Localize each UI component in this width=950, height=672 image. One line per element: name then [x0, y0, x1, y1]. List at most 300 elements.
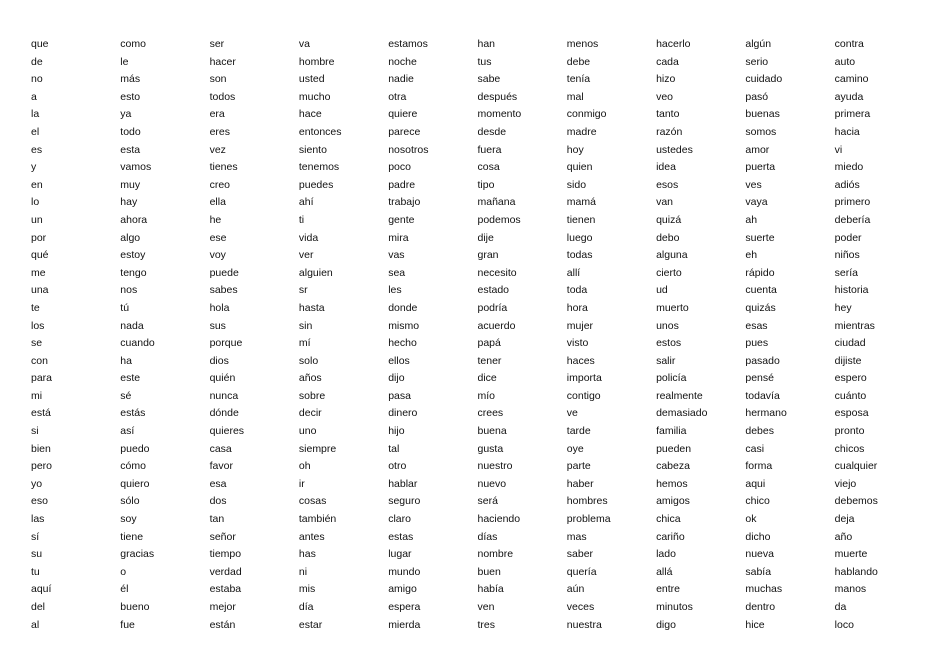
word-column-10	[835, 36, 924, 636]
word-item: dios	[209, 354, 229, 367]
word-item: al	[31, 618, 40, 631]
word-column-4	[299, 36, 388, 636]
word-item: puerta	[745, 161, 776, 174]
word-column-1	[31, 36, 120, 636]
word-item: bien	[31, 442, 51, 455]
word-item: tan	[209, 513, 225, 526]
word-item: dijo	[388, 372, 405, 385]
word-item: hola	[209, 301, 230, 314]
word-item: oh	[298, 460, 311, 473]
word-item: mejor	[209, 601, 236, 613]
word-item: año	[834, 530, 853, 543]
word-item: tienes	[209, 161, 238, 174]
word-item: digo	[656, 618, 676, 631]
word-item: está	[31, 407, 51, 420]
word-item: día	[298, 601, 314, 613]
word-column-7	[567, 36, 656, 636]
word-item: poder	[834, 231, 862, 244]
word-item: acuerdo	[477, 319, 516, 332]
word-item: claro	[388, 513, 411, 526]
word-item: cómo	[120, 460, 146, 473]
word-item: demasiado	[656, 407, 708, 420]
word-item: todas	[566, 249, 593, 262]
word-item: tener	[477, 354, 502, 367]
word-item: muchas	[745, 583, 783, 596]
word-item: me	[31, 266, 46, 279]
word-item: un	[31, 213, 43, 226]
word-item: porque	[209, 337, 243, 350]
word-item: tiempo	[209, 548, 242, 561]
word-item: había	[477, 583, 504, 596]
word-item: hombre	[298, 55, 335, 68]
word-item: mientras	[834, 319, 875, 332]
word-list-sheet	[31, 36, 931, 636]
word-item: ayuda	[834, 90, 864, 103]
word-item: hey	[834, 301, 852, 314]
word-item: crees	[477, 407, 504, 420]
word-item: sería	[834, 266, 859, 279]
word-item: quién	[209, 372, 236, 385]
word-item: como	[120, 38, 146, 50]
word-item: espero	[834, 372, 867, 385]
word-item: nosotros	[388, 143, 429, 156]
word-item: estas	[388, 530, 414, 543]
word-item: allá	[656, 565, 673, 578]
word-item: ha	[120, 354, 132, 367]
word-item: quizás	[745, 301, 776, 314]
word-column-3	[210, 36, 299, 636]
word-item: ah	[745, 213, 758, 226]
word-item: dicho	[745, 530, 771, 543]
word-item: espera	[388, 601, 421, 613]
word-item: mamá	[566, 196, 596, 209]
word-item: chico	[745, 495, 770, 508]
word-item: yo	[31, 477, 43, 490]
word-item: parece	[388, 125, 421, 138]
word-item: manos	[834, 583, 867, 596]
word-item: las	[31, 513, 45, 526]
word-item: conmigo	[566, 108, 607, 121]
word-item: estás	[120, 407, 146, 420]
word-item: tú	[120, 301, 130, 314]
word-item: realmente	[656, 389, 703, 402]
word-item: pueden	[656, 442, 692, 455]
word-item: la	[31, 108, 40, 121]
word-item: casi	[745, 442, 765, 455]
word-item: mas	[566, 530, 587, 543]
word-item: los	[31, 319, 45, 332]
word-item: te	[31, 301, 40, 314]
word-item: ellos	[388, 354, 410, 367]
word-item: donde	[388, 301, 418, 314]
word-item: dentro	[745, 601, 776, 613]
word-item: amor	[745, 143, 770, 156]
word-item: nueva	[745, 548, 774, 561]
word-item: vaya	[745, 196, 768, 209]
word-item: buena	[477, 425, 507, 438]
word-item: hice	[745, 618, 765, 631]
word-item: podemos	[477, 213, 521, 226]
word-item: ese	[209, 231, 227, 244]
word-item: años	[298, 372, 322, 385]
word-item: policía	[656, 372, 687, 385]
word-item: decir	[298, 407, 322, 420]
word-item: sé	[120, 389, 132, 402]
word-item: quería	[566, 565, 597, 578]
word-item: tipo	[477, 178, 495, 191]
word-item: ustedes	[656, 143, 693, 156]
word-column-5	[388, 36, 477, 636]
word-item: cuenta	[745, 284, 777, 297]
word-item: pasa	[388, 389, 411, 402]
word-item: hizo	[656, 73, 676, 86]
word-item: desde	[477, 125, 507, 138]
word-item: eh	[745, 249, 758, 262]
word-item: visto	[566, 337, 589, 350]
word-item: mismo	[388, 319, 420, 332]
word-item: ser	[209, 38, 225, 50]
word-item: gente	[388, 213, 415, 226]
word-item: ver	[298, 249, 314, 262]
word-item: algo	[120, 231, 141, 244]
word-item: chicos	[834, 442, 865, 455]
word-item: mí	[298, 337, 311, 350]
word-item: cuando	[120, 337, 155, 350]
word-item: trabajo	[388, 196, 421, 209]
word-item: haciendo	[477, 513, 521, 526]
word-item: o	[120, 565, 127, 578]
word-item: hasta	[298, 301, 325, 314]
word-item: hablando	[834, 565, 878, 578]
word-item: que	[31, 38, 49, 50]
word-item: otro	[388, 460, 407, 473]
word-item: de	[31, 55, 43, 68]
word-item: mundo	[388, 565, 421, 578]
word-item: unos	[656, 319, 679, 332]
word-item: hijo	[388, 425, 405, 438]
word-item: estamos	[388, 38, 428, 50]
word-item: nos	[120, 284, 138, 297]
word-item: alguien	[298, 266, 333, 279]
word-item: mierda	[388, 618, 421, 631]
word-item: cosa	[477, 161, 500, 174]
word-column-2	[120, 36, 209, 636]
word-item: cuánto	[834, 389, 867, 402]
word-item: he	[209, 213, 222, 226]
word-item: pero	[31, 460, 53, 473]
word-item: esta	[120, 143, 141, 156]
word-item: idea	[656, 161, 676, 174]
word-item: tienen	[566, 213, 596, 226]
word-item: soy	[120, 513, 137, 526]
word-item: sabes	[209, 284, 238, 297]
word-item: hombres	[566, 495, 608, 508]
word-item: hacerlo	[656, 38, 691, 50]
word-item: sea	[388, 266, 406, 279]
word-item: dónde	[209, 407, 239, 420]
word-item: cariño	[656, 530, 685, 543]
word-item: cuidado	[745, 73, 783, 86]
word-item: buenas	[745, 108, 780, 121]
word-item: mañana	[477, 196, 516, 209]
word-item: serio	[745, 55, 769, 68]
word-item: adiós	[834, 178, 860, 191]
word-item: lado	[656, 548, 676, 561]
word-item: mi	[31, 389, 43, 402]
word-item: tus	[477, 55, 492, 68]
word-item: han	[477, 38, 496, 50]
word-item: algún	[745, 38, 772, 50]
word-item: ciudad	[834, 337, 866, 350]
word-item: debemos	[834, 495, 878, 508]
word-item: cosas	[298, 495, 327, 508]
word-item: cabeza	[656, 460, 690, 473]
word-item: sr	[298, 284, 308, 297]
word-item: minutos	[656, 601, 693, 613]
word-item: dice	[477, 372, 497, 385]
word-item: familia	[656, 425, 687, 438]
word-item: estoy	[120, 249, 146, 262]
word-item: vez	[209, 143, 226, 156]
word-item: puede	[209, 266, 239, 279]
word-item: tu	[31, 565, 40, 578]
word-item: ti	[298, 213, 305, 226]
word-item: ud	[656, 284, 668, 297]
word-item: sabía	[745, 565, 772, 578]
word-item: muy	[120, 178, 141, 191]
word-item: nuestro	[477, 460, 513, 473]
word-item: para	[31, 372, 53, 385]
word-item: nunca	[209, 389, 239, 402]
word-item: y	[31, 161, 37, 174]
word-item: hoy	[566, 143, 584, 156]
word-item: momento	[477, 108, 522, 121]
word-item: creo	[209, 178, 231, 191]
word-item: era	[209, 108, 225, 121]
word-item: aquí	[31, 583, 52, 596]
word-item: se	[31, 337, 43, 350]
word-item: tengo	[120, 266, 147, 279]
word-item: puedo	[120, 442, 150, 455]
word-item: ve	[566, 407, 578, 420]
word-item: quiere	[388, 108, 418, 121]
word-item: fuera	[477, 143, 502, 156]
word-item: ven	[477, 601, 495, 613]
word-item: hacer	[209, 55, 236, 68]
word-item: son	[209, 73, 227, 86]
word-item: del	[31, 601, 46, 613]
word-item: mis	[298, 583, 316, 596]
word-item: va	[298, 38, 310, 50]
word-item: nuevo	[477, 477, 507, 490]
word-item: bueno	[120, 601, 150, 613]
word-item: parte	[566, 460, 591, 473]
word-item: veo	[656, 90, 674, 103]
word-item: chica	[656, 513, 681, 526]
word-item: él	[120, 583, 129, 596]
word-item: niños	[834, 249, 860, 262]
word-item: es	[31, 143, 43, 156]
word-item: toda	[566, 284, 588, 297]
word-item: luego	[566, 231, 593, 244]
word-item: ni	[298, 565, 308, 578]
word-item: sus	[209, 319, 226, 332]
word-item: loco	[834, 618, 854, 631]
word-item: gusta	[477, 442, 504, 455]
word-item: eso	[31, 495, 48, 508]
word-item: vi	[834, 143, 843, 156]
word-item: muerte	[834, 548, 868, 561]
word-item: les	[388, 284, 402, 297]
word-item: entre	[656, 583, 681, 596]
word-item: primero	[834, 196, 871, 209]
word-item: sido	[566, 178, 587, 191]
word-item: mío	[477, 389, 495, 402]
word-item: tiene	[120, 530, 144, 543]
word-item: necesito	[477, 266, 517, 279]
word-item: con	[31, 354, 48, 367]
word-item: sí	[31, 530, 40, 543]
word-item: nada	[120, 319, 144, 332]
word-item: usted	[298, 73, 325, 86]
word-item: todo	[120, 125, 141, 138]
word-item: amigo	[388, 583, 417, 596]
word-item: solo	[298, 354, 319, 367]
word-item: razón	[656, 125, 683, 138]
word-item: mira	[388, 231, 409, 244]
word-item: somos	[745, 125, 777, 138]
word-item: muerto	[656, 301, 689, 314]
word-item: noche	[388, 55, 417, 68]
word-item: verdad	[209, 565, 242, 578]
word-item: esas	[745, 319, 768, 332]
word-item: mal	[566, 90, 584, 103]
word-item: a	[31, 90, 37, 103]
word-item: hablar	[388, 477, 418, 490]
word-item: otra	[388, 90, 407, 103]
word-item: viejo	[834, 477, 857, 490]
word-item: aqui	[745, 477, 766, 490]
word-item: van	[656, 196, 674, 209]
word-item: no	[31, 73, 43, 86]
word-item: siento	[298, 143, 327, 156]
word-item: cierto	[656, 266, 682, 279]
word-item: contra	[834, 38, 864, 50]
word-item: esos	[656, 178, 679, 191]
word-item: poco	[388, 161, 411, 174]
word-item: haces	[566, 354, 595, 367]
word-item: quizá	[656, 213, 682, 226]
word-item: dos	[209, 495, 227, 508]
word-item: seguro	[388, 495, 421, 508]
word-item: nombre	[477, 548, 514, 561]
word-column-9	[745, 36, 834, 636]
word-item: dije	[477, 231, 494, 244]
word-item: si	[31, 425, 39, 438]
word-item: esa	[209, 477, 227, 490]
word-item: gracias	[120, 548, 155, 561]
word-item: fue	[120, 618, 135, 631]
word-item: aún	[566, 583, 585, 596]
word-item: sabe	[477, 73, 501, 86]
word-item: casa	[209, 442, 232, 455]
word-item: días	[477, 530, 498, 543]
word-item: primera	[834, 108, 871, 121]
word-item: una	[31, 284, 49, 297]
word-item: más	[120, 73, 141, 86]
word-item: uno	[298, 425, 317, 438]
word-item: pasó	[745, 90, 769, 103]
word-item: debería	[834, 213, 871, 226]
word-item: oye	[566, 442, 584, 455]
word-item: tenía	[566, 73, 591, 86]
word-item: problema	[566, 513, 611, 526]
word-item: historia	[834, 284, 869, 297]
word-item: hora	[566, 301, 588, 314]
word-item: estado	[477, 284, 510, 297]
word-item: vas	[388, 249, 405, 262]
word-item: están	[209, 618, 236, 631]
word-item: cualquier	[834, 460, 878, 473]
word-item: ahí	[298, 196, 314, 209]
word-item: le	[120, 55, 129, 68]
word-item: dijiste	[834, 354, 862, 367]
word-item: pensé	[745, 372, 774, 385]
word-item: todavía	[745, 389, 780, 402]
word-item: en	[31, 178, 43, 191]
word-item: estos	[656, 337, 682, 350]
word-item: quieres	[209, 425, 245, 438]
word-item: sobre	[298, 389, 326, 402]
word-column-6	[477, 36, 566, 636]
word-item: hecho	[388, 337, 417, 350]
word-item: siempre	[298, 442, 337, 455]
word-item: quien	[566, 161, 593, 174]
word-item: pasado	[745, 354, 780, 367]
word-item: hace	[298, 108, 322, 121]
word-item: después	[477, 90, 518, 103]
word-item: vida	[298, 231, 319, 244]
word-item: nuestra	[566, 618, 602, 631]
word-item: contigo	[566, 389, 601, 402]
word-item: quiero	[120, 477, 150, 490]
word-item: debes	[745, 425, 774, 438]
word-item: antes	[298, 530, 325, 543]
word-item: padre	[388, 178, 416, 191]
word-item: forma	[745, 460, 773, 473]
word-item: deja	[834, 513, 855, 526]
word-item: dinero	[388, 407, 418, 420]
word-item: cada	[656, 55, 679, 68]
word-item: nadie	[388, 73, 414, 86]
word-item: podría	[477, 301, 508, 314]
word-item: estaba	[209, 583, 242, 596]
word-item: ya	[120, 108, 132, 121]
word-item: veces	[566, 601, 595, 613]
word-item: el	[31, 125, 40, 138]
word-item: debo	[656, 231, 680, 244]
word-item: hay	[120, 196, 138, 209]
word-item: vamos	[120, 161, 152, 174]
word-item: eres	[209, 125, 231, 138]
word-item: esto	[120, 90, 141, 103]
word-item: hemos	[656, 477, 688, 490]
word-item: buen	[477, 565, 501, 578]
word-item: hacia	[834, 125, 860, 138]
word-item: hermano	[745, 407, 787, 420]
word-item: da	[834, 601, 847, 613]
word-item: papá	[477, 337, 501, 350]
